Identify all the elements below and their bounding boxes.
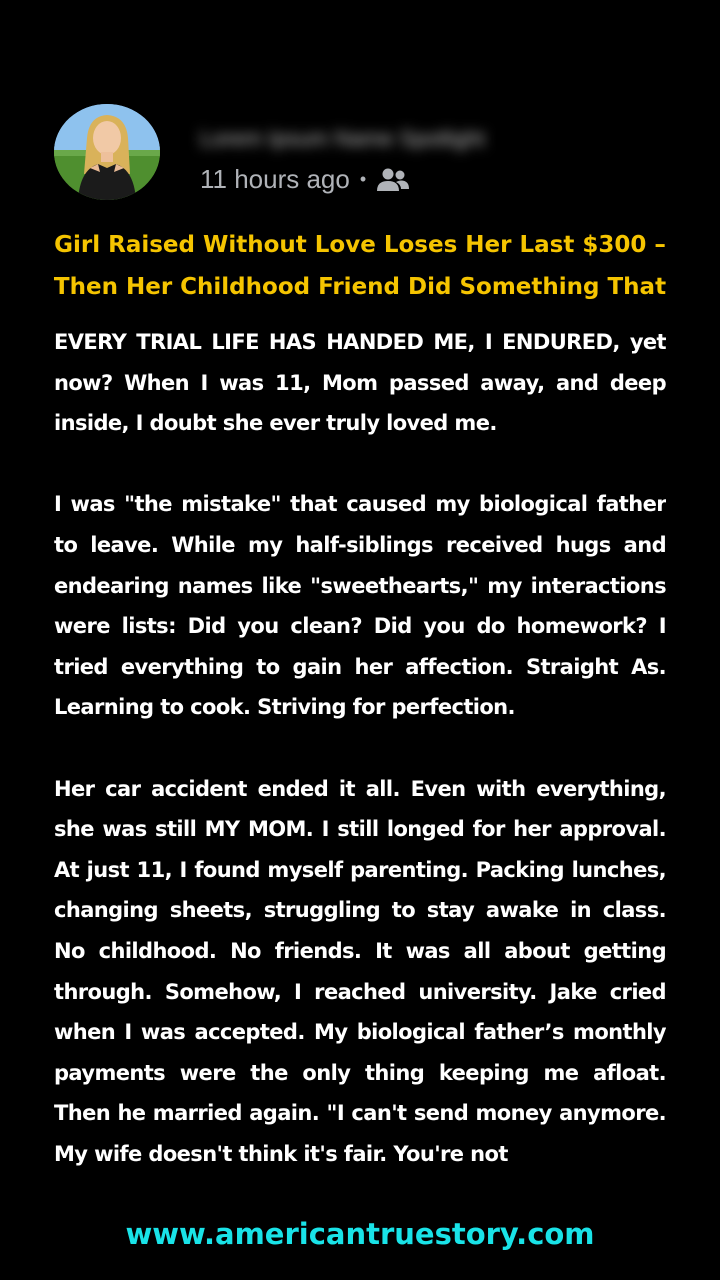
story-paragraph: EVERY TRIAL LIFE HAS HANDED ME, I ENDURED, yet now? When I was 11, Mom passed away, and deep inside, I doubt she ever truly loved me. xyxy=(54,330,666,436)
story-paragraph: Her car accident ended it all. Even with everything, she was still MY MOM. I still longed for her approval. At just 11, I found myself parenting. Packing lunches, changing sheets, struggling to stay awake in class. No childhood. No friends. It was all about getting through. Somehow, I reached university. Jake cried when I was accepted. My biological father’s monthly payments were the only thing keeping me afloat. Then he married again. "I can't send money anymore. My wife doesn't think it's fair. You're not xyxy=(54,776,666,1166)
author-name[interactable]: Lorem Ipsum Name Spotlight xyxy=(200,126,485,151)
post-header xyxy=(54,104,666,204)
website-link[interactable]: www.americantruestory.com xyxy=(125,1217,595,1251)
story-paragraph: I was "the mistake" that caused my biological father to leave. While my half-siblings received hugs and endearing names like "sweethearts," my interactions were lists: Did you clean? Did you do homework? I tried everything to gain her affection. Straight As. Learning to cook. Striving for perfection. xyxy=(54,492,666,720)
friends-icon[interactable] xyxy=(376,166,410,192)
avatar-photo xyxy=(54,104,160,200)
headline-line-2: Then Her Childhood Friend Did Something That xyxy=(53,274,667,300)
meta-separator: • xyxy=(359,169,367,189)
author-avatar[interactable] xyxy=(54,104,160,200)
post-timestamp[interactable]: 11 hours ago xyxy=(200,164,350,194)
story-body xyxy=(54,322,666,1202)
headline-line-1: Girl Raised Without Love Loses Her Last $300 – xyxy=(54,232,666,258)
story-headline xyxy=(40,224,680,308)
post-meta xyxy=(200,162,410,196)
